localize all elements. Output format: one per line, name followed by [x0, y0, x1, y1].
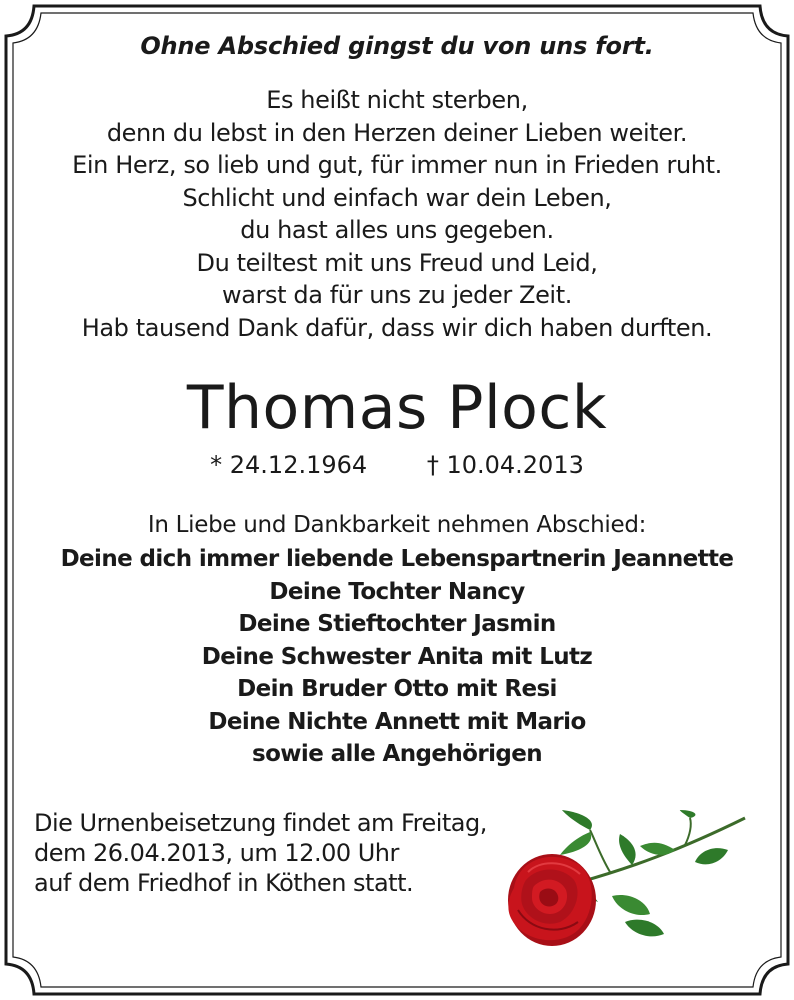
death-date: † 10.04.2013	[426, 451, 584, 479]
mourners-list	[0, 543, 794, 771]
poem-line: warst da für uns zu jeder Zeit.	[222, 281, 572, 309]
poem-line: Du teiltest mit uns Freud und Leid,	[196, 248, 598, 277]
mourner-entry: Dein Bruder Otto mit Resi	[237, 676, 557, 702]
deceased-name: Thomas Plock	[186, 373, 608, 443]
farewell-intro: In Liebe und Dankbarkeit nehmen Abschied:	[147, 512, 647, 538]
poem-line: denn du lebst in den Herzen deiner Lieben weiter.	[106, 118, 688, 147]
rose-icon	[500, 810, 760, 955]
poem	[0, 84, 794, 344]
burial-line: auf dem Friedhof in Köthen statt.	[34, 869, 414, 897]
poem-line: Ein Herz, so lieb und gut, für immer nun in Frieden ruht.	[72, 151, 722, 179]
mourner-entry: Deine dich immer liebende Lebenspartnerin Jeannette	[60, 546, 734, 572]
mourner-entry: Deine Nichte Annett mit Mario	[208, 708, 586, 735]
mourner-entry: sowie alle Angehörigen	[251, 741, 542, 767]
mourner-entry: Deine Tochter Nancy	[269, 578, 525, 605]
mourner-entry: Deine Stieftochter Jasmin	[238, 611, 556, 637]
birth-date: * 24.12.1964	[210, 451, 368, 479]
mourner-entry: Deine Schwester Anita mit Lutz	[201, 643, 593, 670]
motto-heading: Ohne Abschied gingst du von uns fort.	[140, 32, 654, 60]
burial-info	[34, 808, 504, 898]
poem-line: du hast alles uns gegeben.	[240, 216, 554, 244]
poem-line: Hab tausend Dank dafür, dass wir dich haben durften.	[81, 313, 713, 342]
life-dates	[0, 448, 794, 482]
burial-line: dem 26.04.2013, um 12.00 Uhr	[34, 839, 399, 867]
poem-line: Es heißt nicht sterben,	[266, 86, 528, 114]
poem-line: Schlicht und einfach war dein Leben,	[182, 183, 612, 212]
burial-line: Die Urnenbeisetzung findet am Freitag,	[34, 809, 487, 837]
